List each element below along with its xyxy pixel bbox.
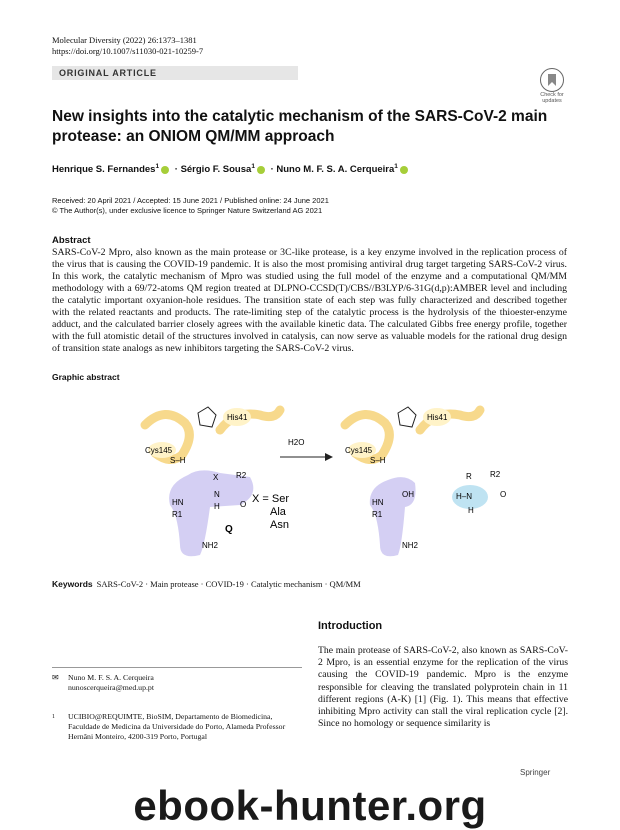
author-name[interactable]: Nuno M. F. S. A. Cerqueira (276, 164, 395, 176)
imidazole-ring (198, 407, 216, 427)
water-label: H2O (288, 438, 305, 447)
cys-label: Cys145 (145, 446, 173, 455)
doi-link[interactable]: https://doi.org/10.1007/s11030-021-10259-7 (52, 46, 204, 56)
imidazole-ring (398, 407, 416, 427)
affiliation-note (52, 712, 302, 742)
cys-label: Cys145 (345, 446, 373, 455)
nh2-label: NH2 (402, 541, 419, 550)
sh-label: S–H (370, 456, 386, 465)
author-name[interactable]: Henrique S. Fernandes (52, 164, 156, 176)
n-label: N (214, 490, 220, 499)
keywords-label: Keywords (52, 579, 93, 589)
orcid-icon[interactable] (400, 166, 408, 174)
author-affil-mark: 1 (155, 163, 160, 170)
his-label: His41 (227, 413, 248, 422)
introduction-heading: Introduction (318, 620, 383, 632)
o-label: O (240, 500, 247, 509)
history-dates: Received: 20 April 2021 / Accepted: 15 June 2021 / Published online: 24 June 2021 (52, 196, 329, 205)
oh-label: OH (402, 490, 414, 499)
h-product-label: H (468, 506, 474, 515)
graphic-abstract-heading: Graphic abstract (52, 372, 120, 382)
author-list: Henrique S. Fernandes$^1$ · Sérgio F. Sousa$^1$ · Nuno M. F. S. A. Cerqueira$^1$ (52, 163, 411, 175)
article-title: New insights into the catalytic mechanism of the SARS-CoV-2 main protease: an ONIOM QM/MM approach (52, 108, 548, 145)
sh-label: S–H (170, 456, 186, 465)
author-affil-mark: 1 (251, 163, 255, 170)
affiliation-text: UCIBIO@REQUIMTE, BioSIM, Departamento de Biomedicina, Faculdade de Medicina da Universidade do Porto, Alameda Professor Hernâni Monteiro, 4200-319 Porto, Portugal (68, 712, 286, 741)
r-label: R (466, 472, 472, 481)
affiliation-number: 1 (52, 714, 55, 720)
hn-label: HN (172, 498, 184, 507)
correspondence-note (52, 673, 302, 693)
hn-product-label: H–N (456, 492, 473, 501)
ala-label: Ala (270, 506, 286, 518)
journal-header (52, 35, 203, 57)
nh2-label: NH2 (202, 541, 219, 550)
article-type-banner: ORIGINAL ARTICLE (52, 66, 298, 80)
orcid-icon[interactable] (161, 166, 169, 174)
publication-dates (52, 196, 329, 216)
watermark: ebook-hunter.org (133, 782, 487, 829)
r1-label: R1 (372, 510, 383, 519)
publisher-logo: Springer (520, 768, 551, 777)
abstract-text: SARS-CoV-2 Mpro, also known as the main protease or 3C-like protease, is a key enzyme involved in the replication process of the virus that is causing the COVID-19 pandemic. It is also the most promising antiviral drug target targeting SARS-CoV-2 virus. In this work, the catalytic mechanism of Mpro was studied using the full model of the enzyme and a computational QM/MM methodology with a 69/72-atoms QM region treated at DLPNO-CCSD(T)/CBS//B3LYP/6-31G(d,p):AMBER level and including the catalytic important oxyanion-hole residues. The transition state of each step was fully characterized and described together with the related reactants and products. The rate-limiting step of the catalytic process is the hydrolysis of the thioester-enzyme adduct, and the calculated barrier closely agrees with the available kinetic data. The calculated Gibbs free energy profile, together with the full atomistic detail of the structures involved in catalysis, can now serve as valuable models for the rational drug design of transition state analogs as new inhibitors targeting the SARS-CoV-2 virus. (52, 247, 567, 354)
keywords-line (52, 579, 361, 589)
author-affil-mark: 1 (394, 163, 398, 170)
check-for-updates-badge[interactable] (536, 68, 568, 104)
introduction-text: The main protease of SARS-CoV-2, also known as SARS-CoV-2 Mpro, is an essential enzyme for the replication of the virus causing the COVID-19 pandemic. Mpro is the enzyme responsible for cleaving the translated polyprotein chain in 11 different regions (A-K) [1] (Fig. 1). This means that effective inhibiting Mpro activity can stall the viral replication cycle [2]. Since no homology or sequence similarity is (318, 645, 568, 730)
check-updates-label: Check for updates (540, 92, 564, 104)
keywords-text: SARS-CoV-2 · Main protease · COVID-19 · Catalytic mechanism · QM/MM (96, 579, 361, 589)
abstract-heading: Abstract (52, 235, 91, 246)
x-equals-ser-label: X = Ser (252, 493, 289, 505)
graphic-abstract-figure (140, 395, 530, 570)
author-name[interactable]: Sérgio F. Sousa (180, 164, 252, 176)
copyright-line: © The Author(s), under exclusive licence to Springer Nature Switzerland AG 2021 (52, 206, 323, 215)
reaction-arrowhead (325, 453, 333, 461)
h-label: H (214, 502, 220, 511)
o-label: O (500, 490, 507, 499)
r2-label: R2 (490, 470, 501, 479)
r2-label: R2 (236, 471, 247, 480)
his-label: His41 (427, 413, 448, 422)
x-label: X (213, 473, 219, 482)
journal-citation: Molecular Diversity (2022) 26:1373–1381 (52, 35, 197, 45)
q-label: Q (225, 524, 233, 535)
r1-label: R1 (172, 510, 183, 519)
corresponding-email[interactable]: nunoscerqueira@med.up.pt (68, 683, 154, 692)
corresponding-author: Nuno M. F. S. A. Cerqueira (68, 673, 154, 682)
hn-label: HN (372, 498, 384, 507)
footnote-divider (52, 667, 302, 668)
orcid-icon[interactable] (257, 166, 265, 174)
asn-label: Asn (270, 519, 289, 531)
envelope-icon: ✉ (52, 673, 59, 682)
bookmark-icon (540, 68, 564, 92)
